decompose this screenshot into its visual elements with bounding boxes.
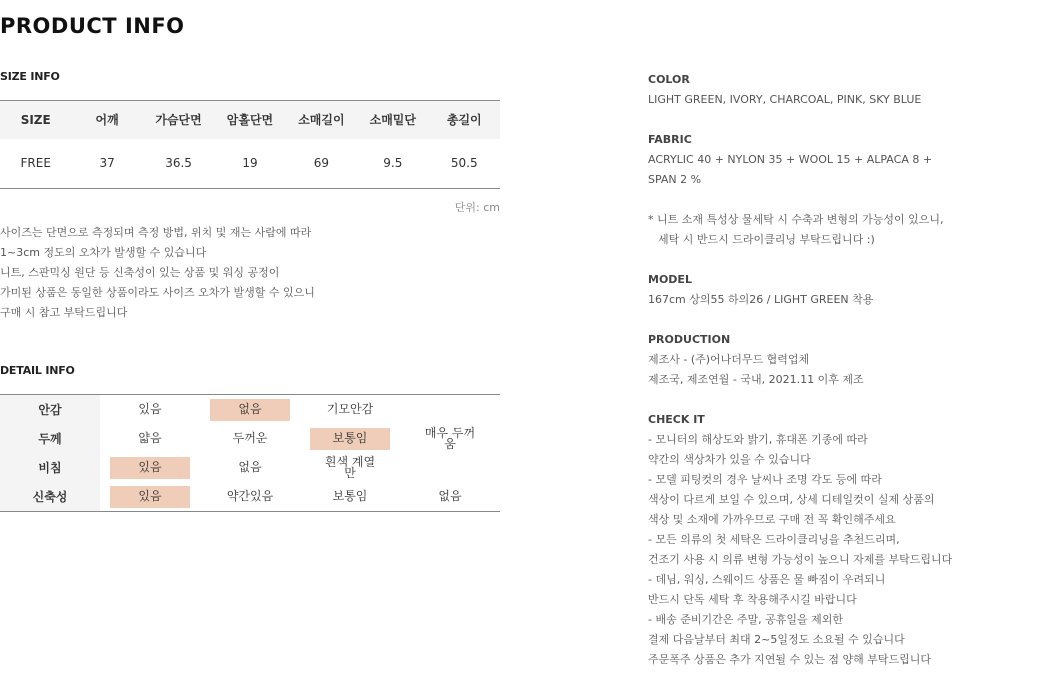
note-line: 니트, 스판믹싱 원단 등 신축성이 있는 상품 및 워싱 공정이 [0,266,280,279]
detail-label: 두께 [0,424,100,453]
size-cell: 36.5 [165,156,192,171]
production-value: 제조국, 제조연월 - 국내, 2021.11 이후 제조 [648,373,864,386]
detail-label: 신축성 [0,482,100,511]
size-cell: 69 [313,156,330,171]
detail-row-lining [0,395,500,424]
check-line: 색상이 다르게 보일 수 있으며, 상세 디테일컷이 실제 상품의 [648,493,935,506]
detail-option [410,457,490,479]
detail-option: 있음 [138,402,162,416]
detail-option: 두꺼운 [232,431,268,445]
check-line: 주문폭주 상품은 추가 지연될 수 있는 점 양해 부탁드립니다 [648,653,931,666]
check-block [648,410,968,670]
production-label: PRODUCTION [648,333,731,346]
detail-option: 약간있음 [226,489,274,503]
detail-option-selected: 없음 [210,399,290,421]
detail-option: 흰색 계열만 [324,454,376,480]
production-value: 제조사 - (주)어나더무드 협력업체 [648,353,810,366]
unit-label: 단위: cm [454,201,500,214]
check-line: 결제 다음날부터 최대 2~5일정도 소요될 수 있습니다 [648,633,905,646]
model-label: MODEL [648,273,692,286]
fabric-block [648,130,968,250]
color-block [648,70,968,110]
check-line: 색상 및 소재에 가까우므로 구매 전 꼭 확인해주세요 [648,513,896,526]
detail-option: 없음 [438,489,462,503]
check-label: CHECK IT [648,413,705,426]
detail-row-thickness [0,424,500,453]
model-block [648,270,968,310]
check-line: 약간의 색상차가 있을 수 있습니다 [648,453,811,466]
fabric-label: FABRIC [648,133,692,146]
size-col-header: 소매길이 [298,113,345,128]
size-table [0,100,500,189]
check-line: - 모델 피팅컷의 경우 날씨나 조명 각도 등에 따라 [648,473,882,486]
detail-option-selected: 있음 [110,486,190,508]
table-row [0,139,500,189]
check-line: - 모든 의류의 첫 세탁은 드라이클리닝을 추천드리며, [648,533,900,546]
fabric-note: 세탁 시 반드시 드라이클리닝 부탁드립니다 :) [658,233,875,246]
detail-option: 매우 두꺼움 [424,425,476,451]
size-cell: 50.5 [450,156,478,171]
note-line: 사이즈는 단면으로 측정되며 측정 방법, 위치 및 재는 사람에 따라 [0,226,312,239]
size-cell: 19 [242,156,258,171]
note-line: 가미된 상품은 동일한 상품이라도 사이즈 오차가 발생할 수 있으니 [0,286,315,299]
check-line: - 모니터의 해상도와 밝기, 휴대폰 기종에 따라 [648,433,868,446]
fabric-note: * 니트 소재 특성상 물세탁 시 수축과 변형의 가능성이 있으니, [648,213,944,226]
size-col-header: 소매밑단 [369,113,416,128]
model-value: 167cm 상의55 하의26 / LIGHT GREEN 착용 [648,293,874,306]
note-line: 1~3cm 정도의 오차가 발생할 수 있습니다 [0,246,207,259]
detail-table [0,394,500,512]
detail-option: 보통임 [332,489,368,503]
fabric-value: ACRYLIC 40 + NYLON 35 + WOOL 15 + ALPACA 8 + SPAN 2 % [648,153,933,186]
check-line: - 데님, 워싱, 스웨이드 상품은 물 빠짐이 우려되니 [648,573,886,586]
detail-option [410,399,490,421]
check-line: - 배송 준비기간은 주말, 공휴일을 제외한 [648,613,843,626]
size-col-header: 암홀단면 [226,113,274,128]
size-notes [0,223,315,323]
size-cell: 9.5 [383,156,403,171]
detail-label: 안감 [0,395,100,424]
size-col-header: 총길이 [446,113,482,128]
page-title: PRODUCT INFO [0,14,185,38]
size-col-header: 가슴단면 [155,113,202,128]
detail-option: 기모안감 [326,402,374,416]
color-value: LIGHT GREEN, IVORY, CHARCOAL, PINK, SKY BLUE [648,93,922,106]
detail-option: 얇음 [138,431,162,445]
detail-option-selected: 있음 [110,457,190,479]
detail-row-stretch [0,482,500,511]
size-cell: 37 [99,156,115,171]
check-line: 반드시 단독 세탁 후 착용해주시길 바랍니다 [648,593,857,606]
product-info-column [648,70,968,690]
size-info-heading: SIZE INFO [0,70,60,83]
size-cell: FREE [20,156,51,171]
note-line: 구매 시 참고 부탁드립니다 [0,306,128,319]
detail-label: 비침 [0,453,100,482]
detail-option-selected: 보통임 [310,428,390,450]
check-line: 건조기 사용 시 의류 변형 가능성이 높으니 자제를 부탁드립니다 [648,553,953,566]
production-block [648,330,968,390]
detail-row-sheerness [0,453,500,482]
size-col-header: SIZE [20,112,51,127]
size-col-header: 어깨 [95,113,119,128]
size-table-header-row [0,101,500,139]
detail-option: 없음 [238,460,262,474]
detail-info-heading: DETAIL INFO [0,364,75,377]
color-label: COLOR [648,73,690,86]
